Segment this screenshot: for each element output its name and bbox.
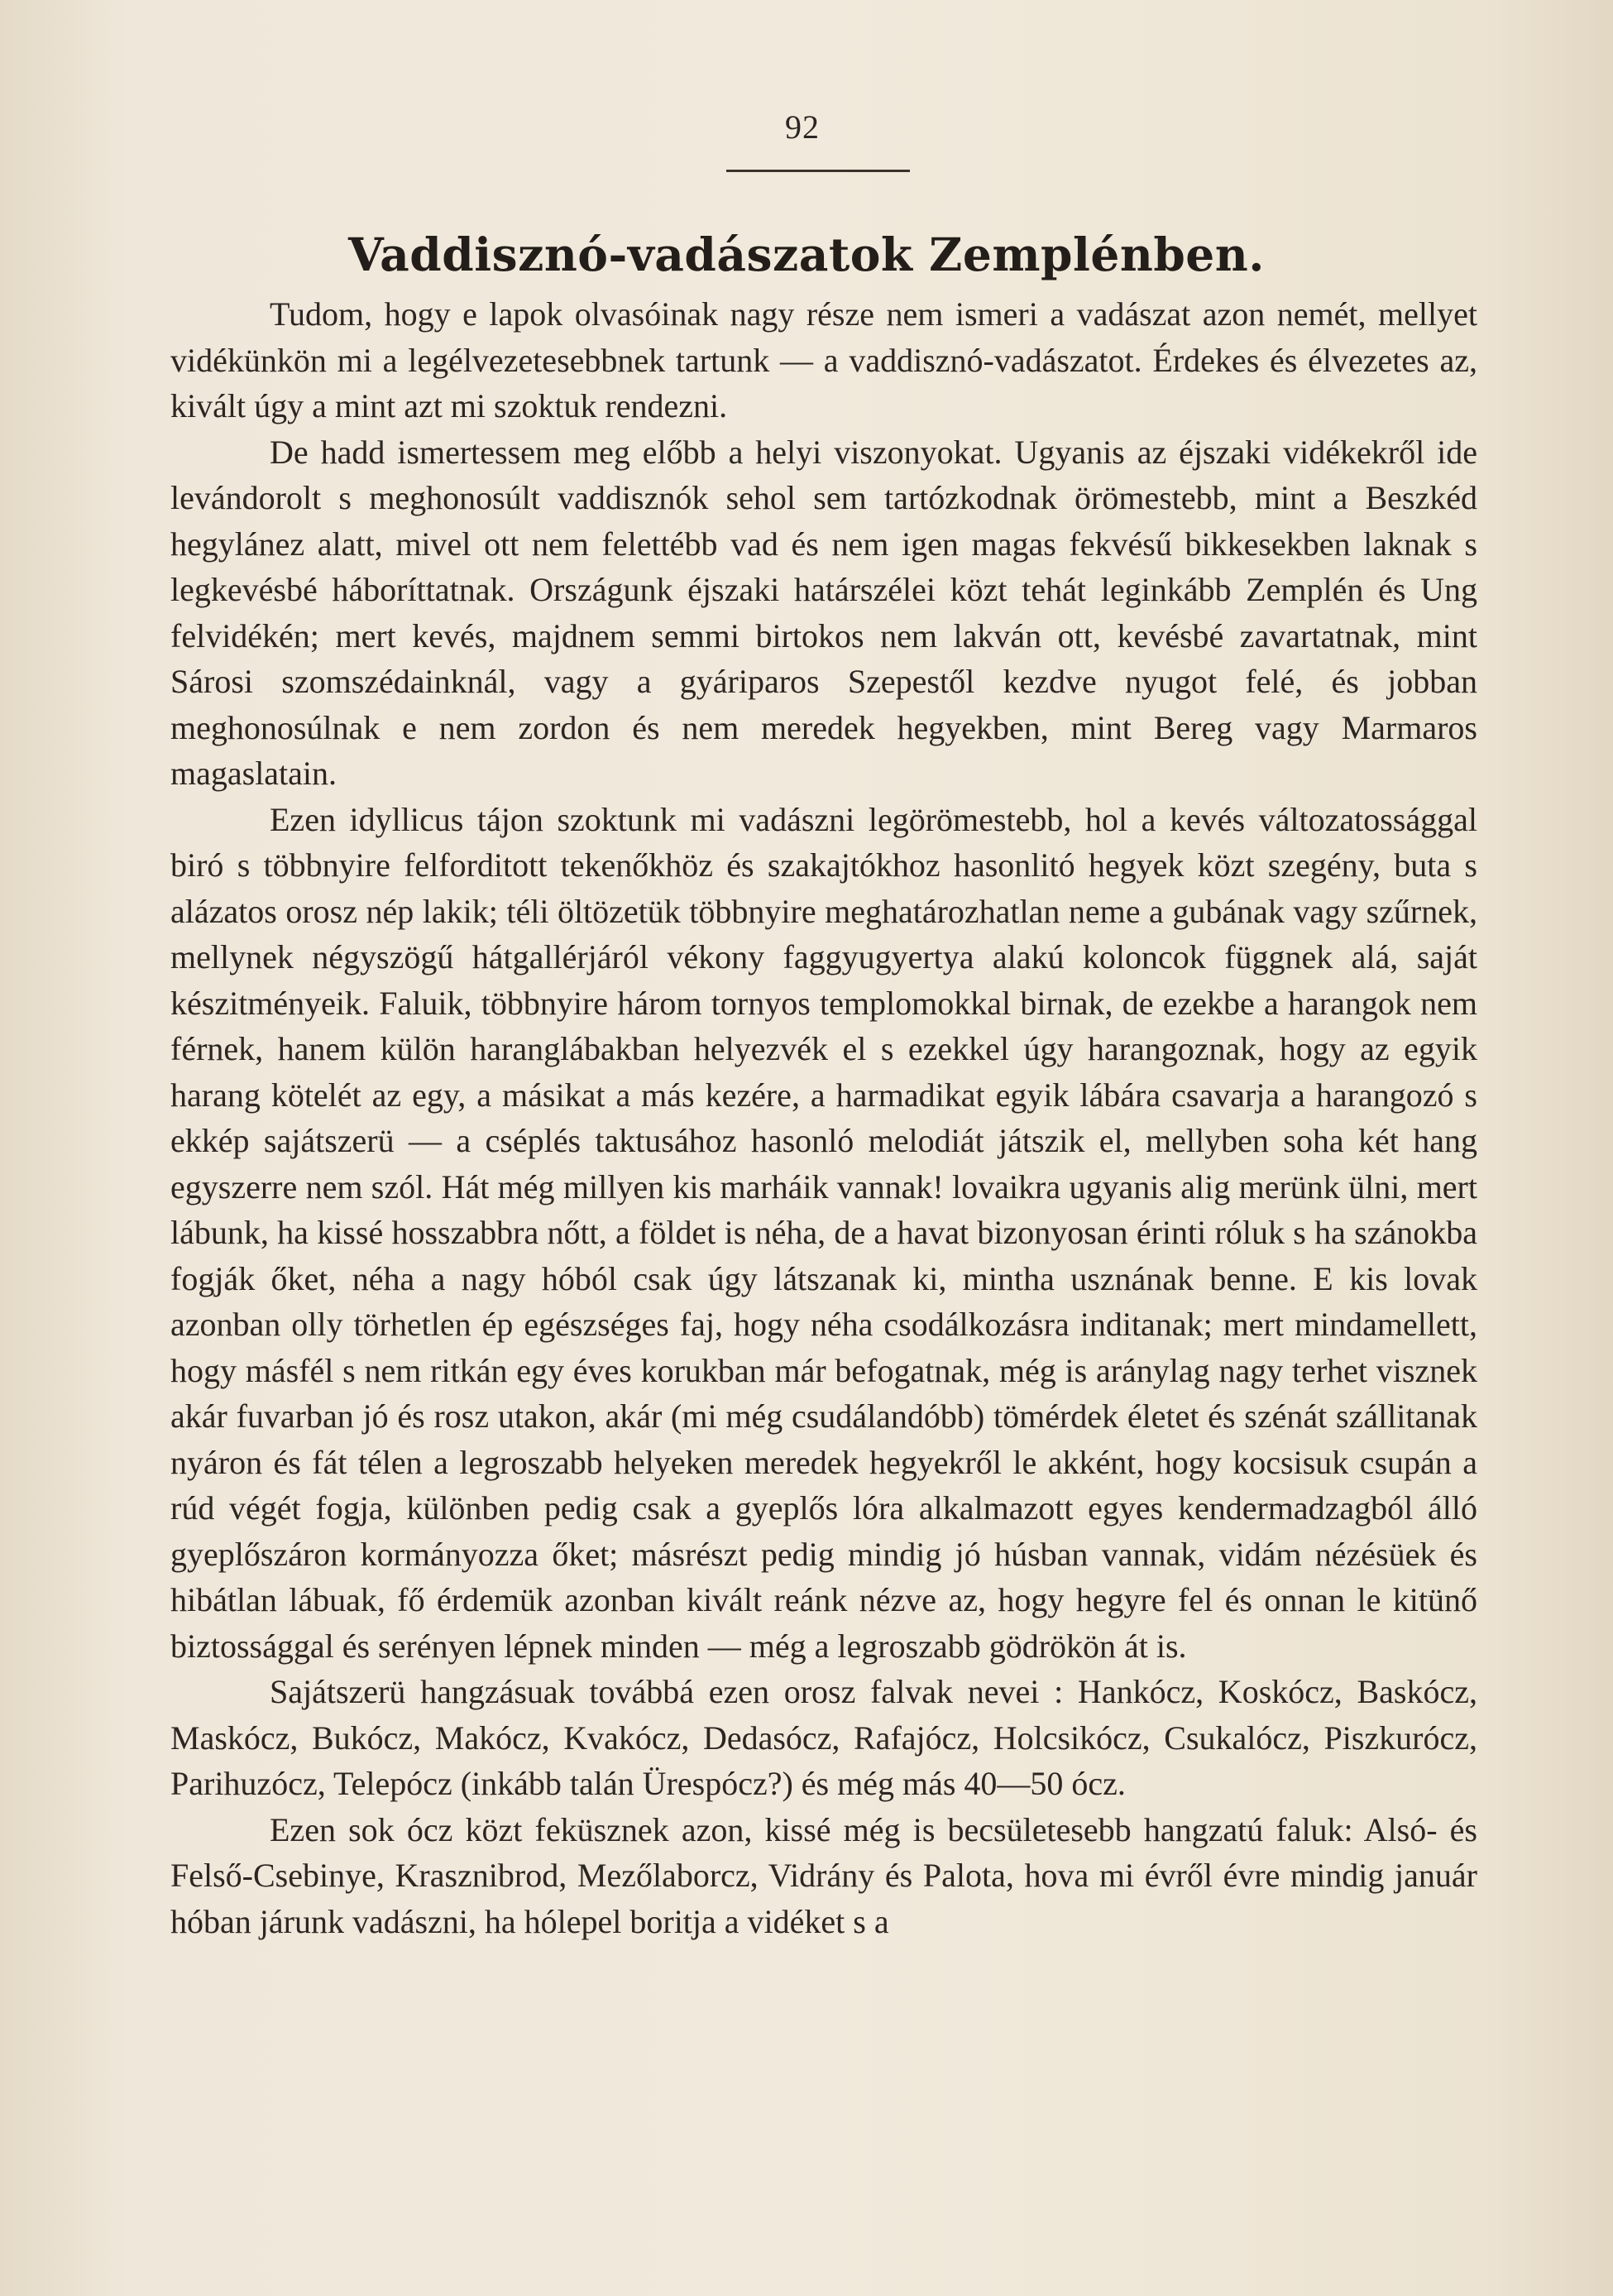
- article-body: [170, 291, 1477, 1944]
- paragraph-5: Ezen sok ócz közt feküsznek azon, kissé még is becsületesebb hangzatú faluk: Alsó- és Felső-Csebinye, Krasznibrod, Mezőlaborcz, Vidrány és Palota, hova mi évről évre mindig január hóban járunk vadászni, ha hólepel boritja a vidéket s a: [170, 1810, 1477, 1940]
- paragraph-1: Tudom, hogy e lapok olvasóinak nagy része nem ismeri a vadászat azon nemét, mellyet vidékünkön mi a legélvezetesebbnek tartunk — a vaddisznó-vadászatot. Érdekes és élvezetes az, kivált úgy a mint azt mi szoktuk rendezni.: [170, 295, 1477, 424]
- paragraph-2: De hadd ismertessem meg előbb a helyi viszonyokat. Ugyanis az éjszaki vidékekről ide levándorolt s meghonosúlt vaddisznók sehol sem tartózkodnak örömestebb, mint a Beszkéd hegylánez alatt, mivel ott nem felettébb vad és nem igen magas fekvésű bikkesekben laknak s legkevésbé háboríttatnak. Országunk éjszaki határszélei közt tehát leginkább Zemplén és Ung felvidékén; mert kevés, majdnem semmi birtokos nem lakván ott, kevésbé zavartatnak, mint Sárosi szomszédainknál, vagy a gyáriparos Szepestől kezdve nyugot felé, és jobban meghonosúlnak e nem zordon és nem meredek hegyekben, mint Bereg vagy Marmaros magaslatain.: [170, 433, 1477, 792]
- page-number-rule: [726, 170, 910, 172]
- paragraph-3: Ezen idyllicus tájon szoktunk mi vadászni legörömestebb, hol a kevés változatossággal biró s többnyire felforditott tekenőkhöz és szakajtókhoz hasonlitó hegyek közt szegény, buta s alázatos orosz nép lakik; téli öltözetük többnyire meghatározhatlan neme a gubának vagy szűrnek, mellynek négyszögű hátgallérjáról vékony faggyugyertya alakú koloncok függnek alá, saját készitményeik. Faluik, többnyire három tornyos templomokkal birnak, de ezekbe a harangok nem férnek, hanem külön haranglábakban helyezvék el s ezekkel úgy harangoznak, hogy az egyik harang kötelét az egy, a másikat a más kezére, a harmadikat egyik lábára csavarja a harangozó s ekkép sajátszerü — a cséplés taktusához hasonló melodiát játszik el, mellyben soha két hang egyszerre nem szól. Hát még millyen kis marháik vannak! lovaikra ugyanis alig merünk ülni, mert lábunk, ha kissé hosszabbra nőtt, a földet is néha, de a havat bizonyosan érinti róluk s ha szánokba fogják őket, néha a nagy hóból csak úgy látszanak ki, mintha usznának benne. E kis lovak azonban olly törhetlen ép egészséges faj, hogy néha csodálkozásra inditanak; mert mindamellett, hogy másfél s nem ritkán egy éves korukban már befogatnak, még is aránylag nagy terhet visznek akár fuvarban jó és rosz utakon, akár (mi még csudálandóbb) tömérdek életet és szénát szállitanak nyáron és fát télen a legroszabb helyeken meredek hegyekről le akként, hogy kocsisuk csupán a rúd végét fogja, különben pedig csak a gyeplős lóra alkalmazott egyes kendermadzagból álló gyeplőszáron kormányozza őket; másrészt pedig mindig jó húsban vannak, vidám nézésüek és hibátlan lábuak, fő érdemük azonban kivált reánk nézve az, hogy hegyre fel és onnan le kitünő biztossággal és serényen lépnek minden — még a legroszabb gödrökön át is.: [170, 800, 1477, 1665]
- paragraph-4: Sajátszerü hangzásuak továbbá ezen orosz falvak nevei : Hankócz, Koskócz, Baskócz, Maskócz, Bukócz, Makócz, Kvakócz, Dedasócz, Rafajócz, Holcsikócz, Csukalócz, Piszkurócz, Parihuzócz, Telepócz (inkább talán Ürespócz?) és még más 40—50 ócz.: [170, 1673, 1477, 1802]
- page-number: 92: [785, 108, 820, 146]
- article-title: Vaddisznó-vadászatok Zemplénben.: [348, 227, 1265, 281]
